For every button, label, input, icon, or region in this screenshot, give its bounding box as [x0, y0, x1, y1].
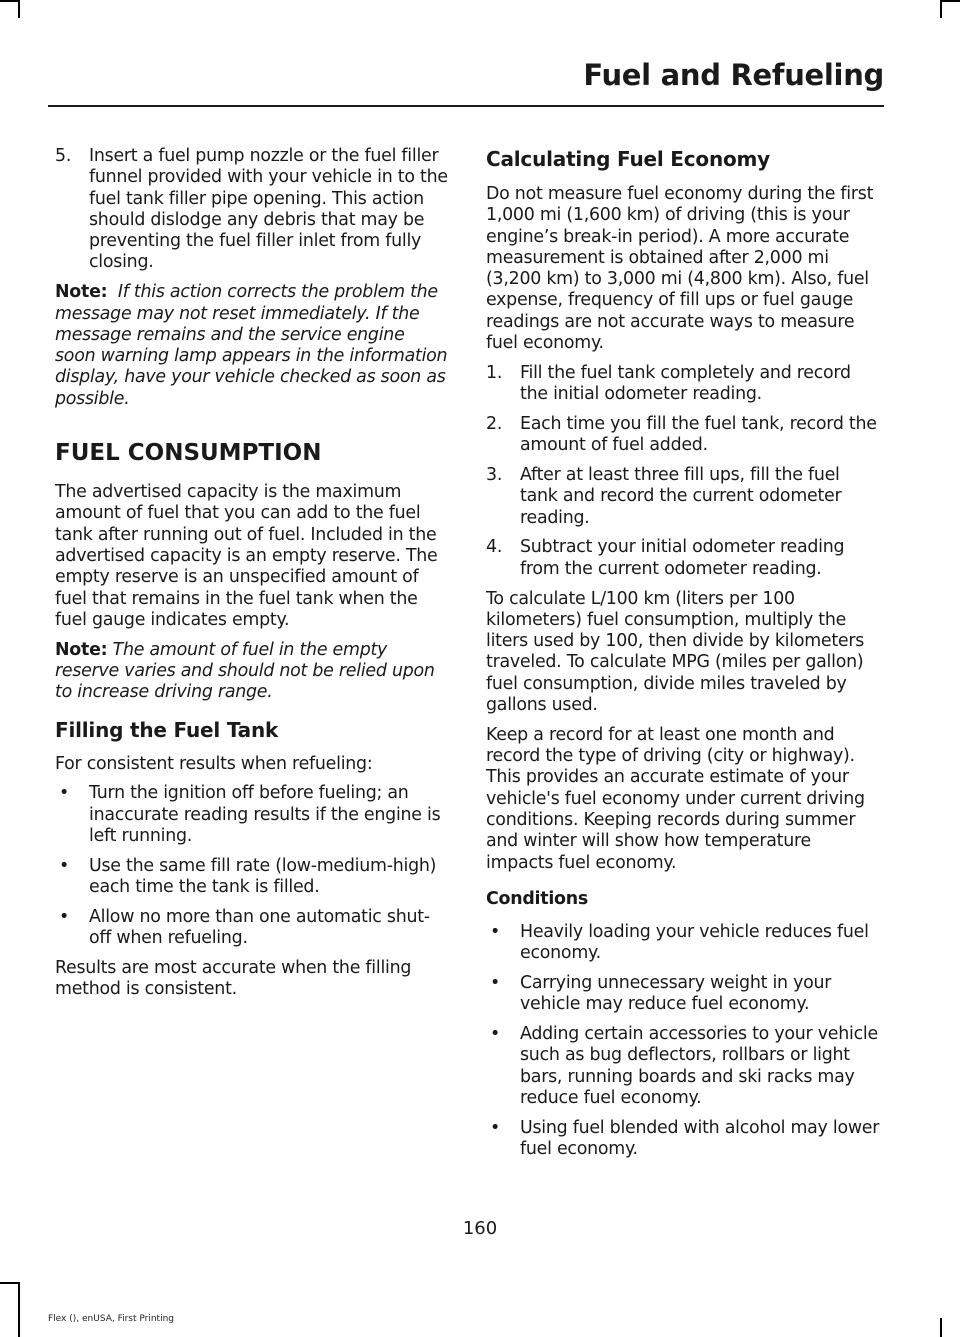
note — [55, 640, 450, 704]
header-rule — [48, 105, 884, 107]
bullet-glyph: • — [490, 1117, 501, 1138]
bullet-item — [486, 1118, 882, 1161]
note-text: The amount of fuel in the empty reserve varies and should not be relied upon to increase driving range. — [55, 639, 435, 703]
bullet-text: Adding certain accessories to your vehicle such as bug deflectors, rollbars or light bars, running boards and ski racks may reduce fuel economy. — [520, 1024, 878, 1108]
step-number: 5. — [55, 146, 72, 166]
bullet-text: Use the same fill rate (low-medium-high) each time the tank is filled. — [89, 855, 437, 898]
step-text: Each time you fill the fuel tank, record the amount of fuel added. — [520, 413, 877, 456]
paragraph: Results are most accurate when the filling method is consistent. — [55, 957, 412, 1000]
bullet-glyph: • — [59, 783, 70, 804]
bullet-item — [486, 1024, 882, 1109]
step-number: 2. — [486, 413, 503, 434]
bullet-glyph: • — [490, 921, 501, 942]
step-text: After at least three fill ups, fill the fuel tank and record the current odometer reading. — [520, 465, 842, 528]
step-item — [55, 146, 450, 274]
footer-text: Flex (), enUSA, First Printing — [48, 1314, 174, 1324]
bullet-item — [55, 907, 450, 950]
step-number: 3. — [486, 465, 503, 486]
bullet-text: Turn the ignition off before fueling; an inaccurate reading results if the engine is left running. — [89, 783, 441, 846]
bullet-item — [55, 783, 450, 847]
paragraph: Do not measure fuel economy during the first 1,000 mi (1,600 km) of driving (this is your engine’s break-in period). A more accurate measurement is obtained after 2,000 mi (3,200 km) to 3,000 mi (4,800 km). Also, fuel expense, frequency of fill ups or fuel gauge readings are not accurate ways to measure fuel economy. — [486, 184, 874, 354]
subsection-heading: Conditions — [486, 888, 588, 909]
paragraph: To calculate L/100 km (liters per 100 kilometers) fuel consumption, multiply the liters used by 100, then divide by kilometers traveled. To calculate MPG (miles per gallon) fuel consumption, divide miles traveled by gallons used. — [486, 588, 865, 716]
step-number: 4. — [486, 537, 503, 558]
step-text: Insert a fuel pump nozzle or the fuel filler funnel provided with your vehicle in to the fuel tank filler pipe opening. This action should dislodge any debris that may be preventing the fuel filler inlet from fully closing. — [89, 146, 448, 273]
step-text: Fill the fuel tank completely and record the initial odometer reading. — [520, 362, 851, 405]
bullet-glyph: • — [490, 973, 501, 993]
subsection-heading: Calculating Fuel Economy — [486, 147, 771, 171]
section-heading: FUEL CONSUMPTION — [55, 440, 322, 467]
right-column — [486, 146, 882, 1169]
left-column — [55, 146, 450, 1009]
bullet-glyph: • — [59, 855, 70, 876]
paragraph: The advertised capacity is the maximum amount of fuel that you can add to the fuel tank after running out of fuel. Included in the advertised capacity is an empty reserve. The empty reserve is an unspecified amount of fuel that remains in the fuel tank when the fuel gauge indicates empty. — [55, 482, 438, 630]
subsection-heading: Filling the Fuel Tank — [55, 717, 279, 742]
section-title: Fuel and Refueling — [583, 58, 884, 92]
step-item — [486, 363, 882, 406]
crop-mark — [940, 1318, 942, 1337]
bullet-item — [486, 922, 882, 965]
paragraph: Keep a record for at least one month and record the type of driving (city or highway). This provides an accurate estimate of your vehicle's fuel economy under current driving conditions. Keeping records during summer and winter will show how temperature impacts fuel economy. — [486, 724, 865, 873]
step-item — [486, 465, 882, 529]
bullet-text: Heavily loading your vehicle reduces fuel economy. — [520, 921, 869, 964]
bullet-item — [55, 856, 450, 899]
crop-mark — [942, 0, 960, 2]
step-text: Subtract your initial odometer reading from the current odometer reading. — [520, 537, 845, 579]
bullet-glyph: • — [490, 1024, 501, 1045]
bullet-text: Allow no more than one automatic shut-off when refueling. — [89, 906, 430, 949]
crop-mark — [940, 0, 942, 18]
note-label: Note: — [55, 282, 108, 303]
page-number: 160 — [462, 1218, 498, 1239]
step-item — [486, 537, 882, 580]
bullet-text: Carrying unnecessary weight in your vehicle may reduce fuel economy. — [520, 973, 832, 1015]
crop-mark — [18, 1282, 20, 1337]
note-label: Note: — [55, 639, 108, 660]
bullet-glyph: • — [59, 906, 70, 927]
step-number: 1. — [486, 362, 503, 383]
bullet-item — [486, 973, 882, 1016]
bullet-text: Using fuel blended with alcohol may lower fuel economy. — [520, 1117, 880, 1160]
crop-mark — [0, 0, 18, 2]
step-item — [486, 414, 882, 457]
note-text: If this action corrects the problem the message may not reset immediately. If the message remains and the service engine soon warning lamp appears in the information display, have your vehicle checked as soon as possible. — [55, 282, 448, 409]
crop-mark — [18, 0, 20, 18]
note — [55, 282, 450, 410]
crop-mark — [0, 1282, 20, 1284]
paragraph: For consistent results when refueling: — [55, 753, 373, 774]
